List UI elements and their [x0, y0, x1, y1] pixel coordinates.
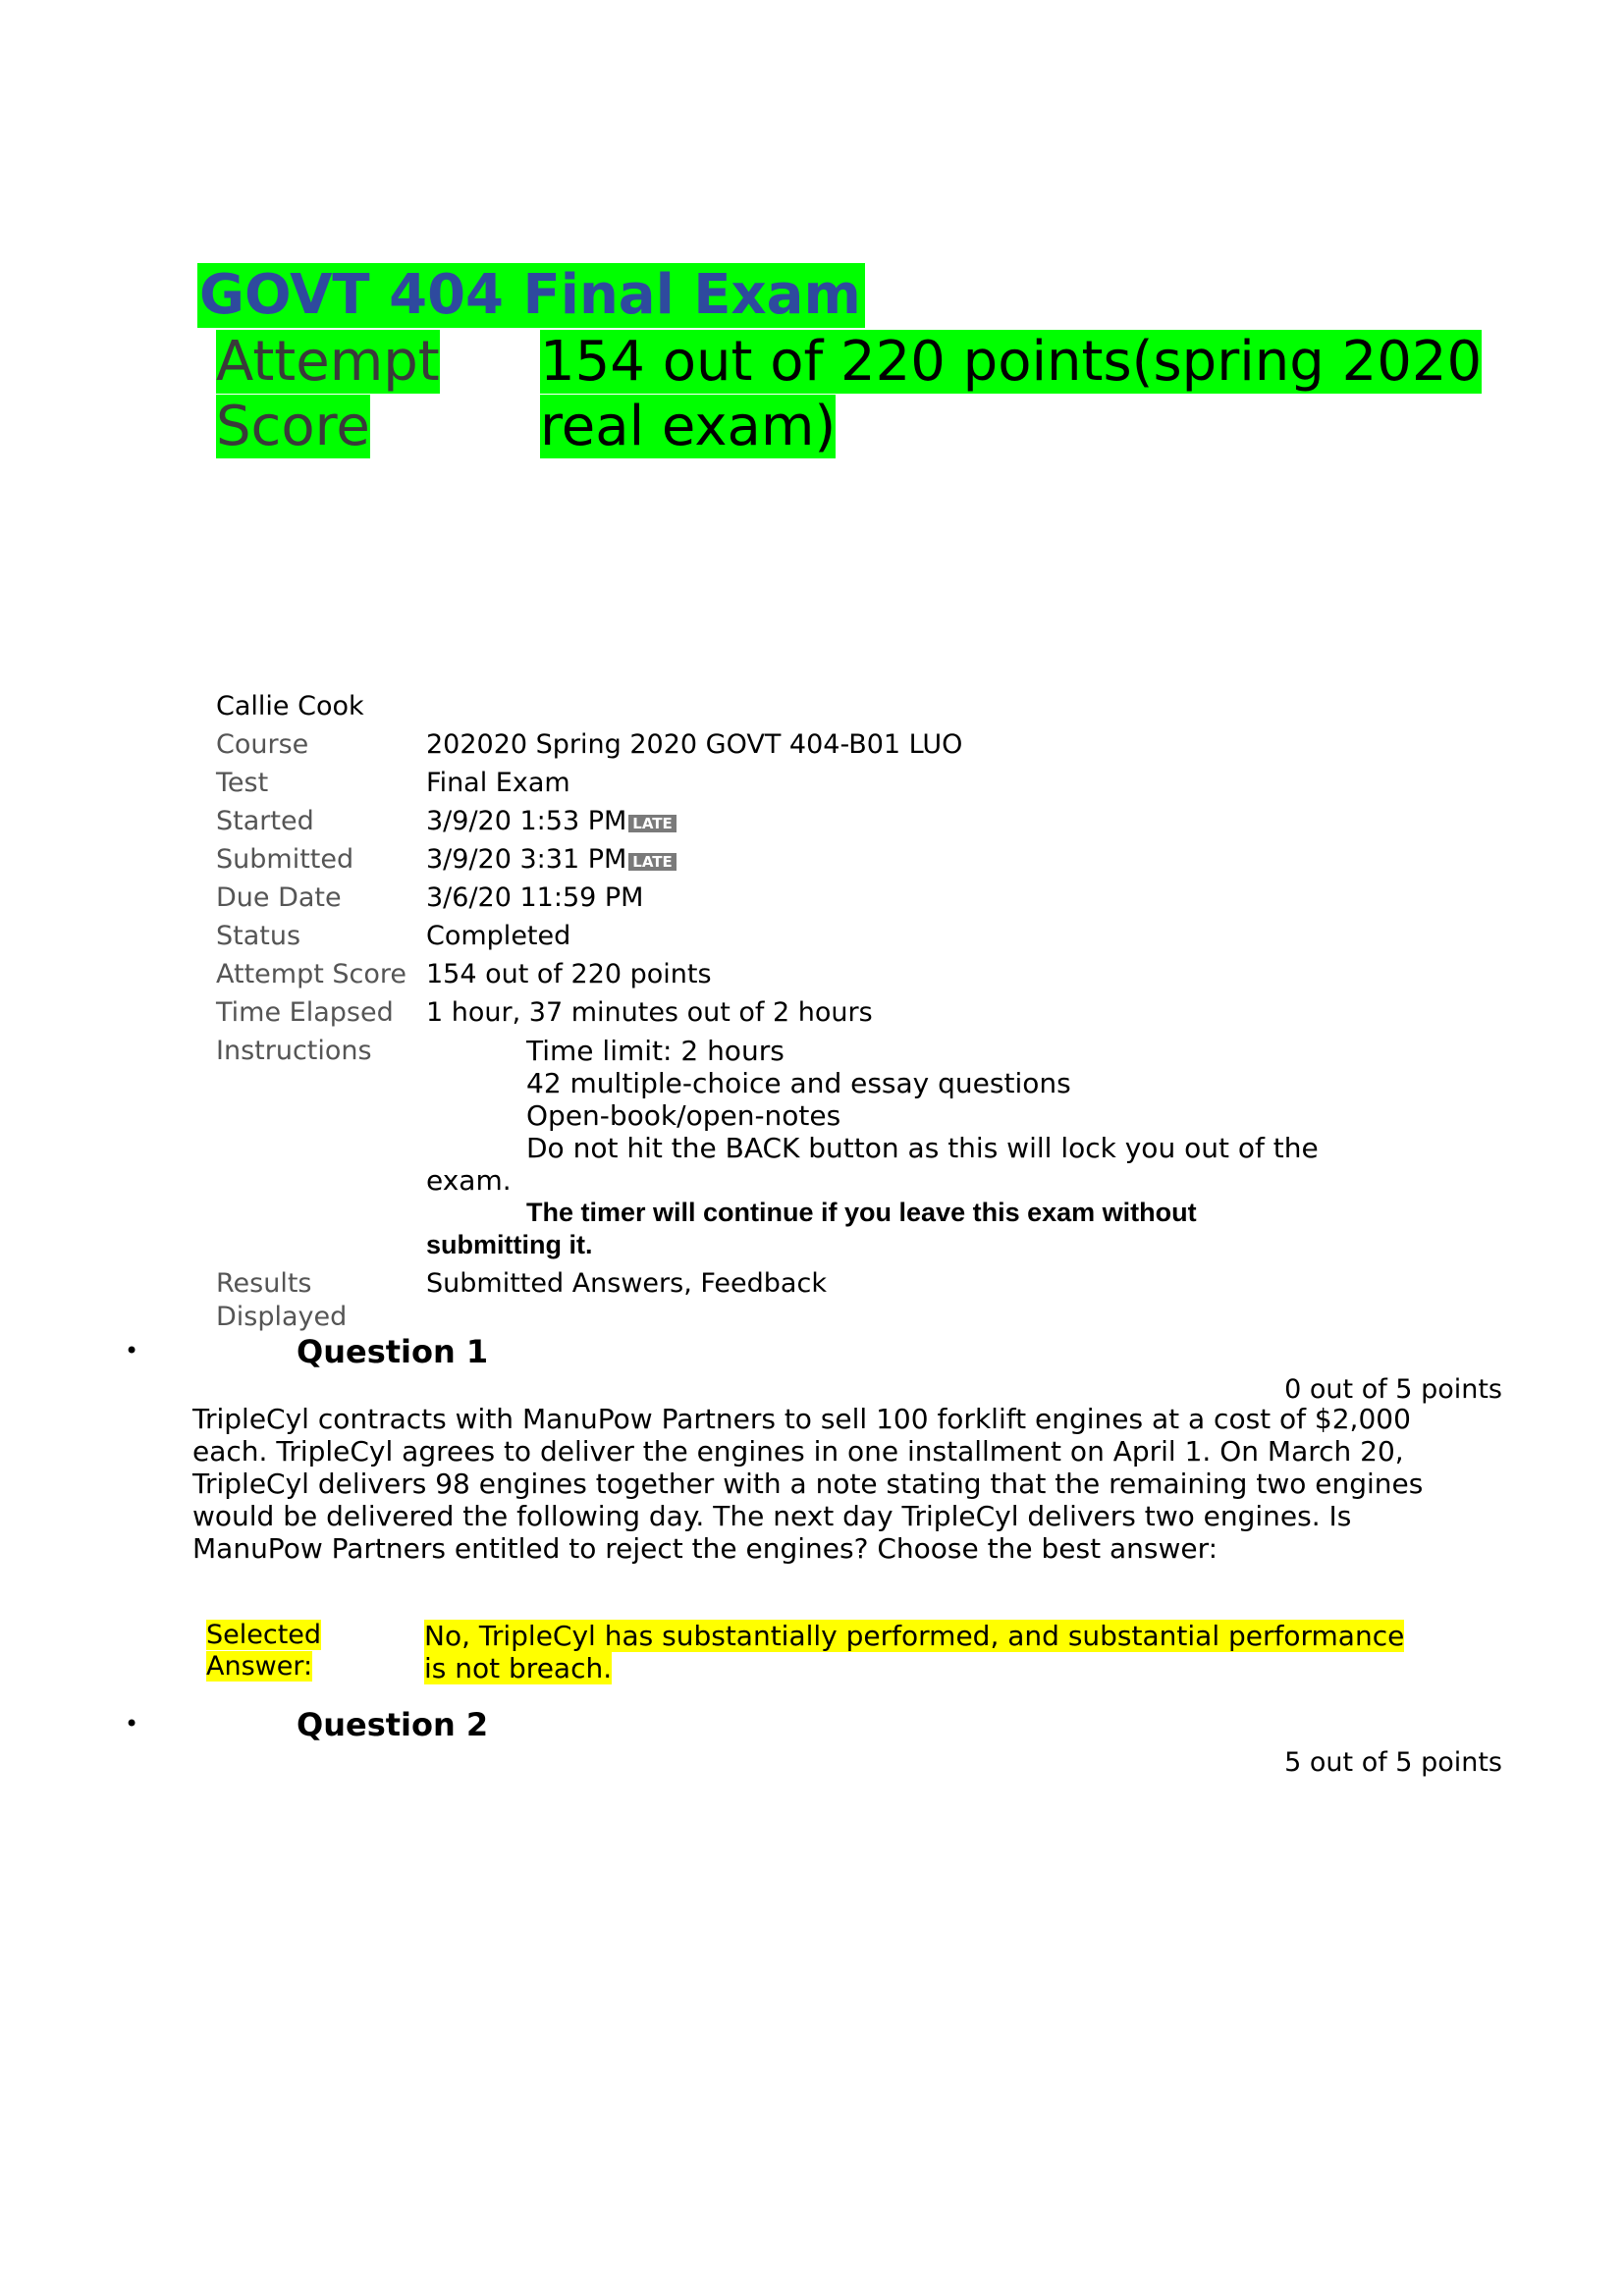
instructions-line: Open-book/open-notes — [526, 1099, 841, 1132]
question-points: 5 out of 5 points — [1284, 1747, 1502, 1778]
time-elapsed-value: 1 hour, 37 minutes out of 2 hours — [426, 997, 873, 1028]
student-name: Callie Cook — [216, 691, 364, 721]
test-value: Final Exam — [426, 768, 570, 798]
results-displayed-value: Submitted Answers, Feedback — [426, 1268, 827, 1299]
attempt-score-meta-label: Attempt Score — [216, 959, 407, 989]
instructions-warning: The timer will continue if you leave this exam without — [526, 1198, 1197, 1227]
selected-answer: No, TripleCyl has substantially performed, and substantial performance is not breach. — [424, 1620, 1405, 1684]
status-label: Status — [216, 921, 301, 951]
started-label: Started — [216, 806, 314, 836]
time-elapsed-label: Time Elapsed — [216, 997, 394, 1028]
attempt-score-label: Attempt Score — [216, 330, 440, 458]
page-title: GOVT 404 Final Exam — [197, 263, 865, 328]
selected-answer-label: Selected Answer: — [206, 1620, 322, 1682]
submitted-label: Submitted — [216, 844, 354, 875]
status-value: Completed — [426, 921, 571, 951]
instructions-label: Instructions — [216, 1036, 372, 1066]
late-badge: LATE — [628, 853, 676, 871]
attempt-score-meta-value: 154 out of 220 points — [426, 959, 712, 989]
course-value: 202020 Spring 2020 GOVT 404-B01 LUO — [426, 729, 963, 760]
attempt-score-value: 154 out of 220 points(spring 2020 real exam) — [540, 330, 1483, 458]
due-date-value: 3/6/20 11:59 PM — [426, 882, 644, 913]
instructions-line: Time limit: 2 hours — [526, 1035, 785, 1067]
instructions-warning: submitting it. — [426, 1230, 593, 1259]
late-badge: LATE — [628, 815, 676, 832]
question-title: Question 2 — [297, 1706, 489, 1743]
instructions-line: 42 multiple-choice and essay questions — [526, 1067, 1071, 1099]
test-label: Test — [216, 768, 269, 798]
question-points: 0 out of 5 points — [1284, 1374, 1502, 1405]
bullet-icon: • — [125, 1710, 139, 1737]
started-value: 3/9/20 1:53 PM LATE — [426, 802, 677, 840]
submitted-value: 3/9/20 3:31 PM LATE — [426, 840, 677, 879]
due-date-label: Due Date — [216, 882, 342, 913]
question-text: TripleCyl contracts with ManuPow Partners to sell 100 forklift engines at a cost of $2,000 each. TripleCyl agrees to deliver the engines in one installment on April 1. On March 20, TripleCyl delivers 98 engines together with a note stating that the remaining two engines would be delivered the following day. The next day TripleCyl delivers two engines. Is ManuPow Partners entitled to reject the engines? Choose the best answer: — [192, 1403, 1424, 1565]
question-title: Question 1 — [297, 1333, 489, 1370]
results-displayed-label: Results — [216, 1268, 312, 1299]
results-displayed-label: Displayed — [216, 1302, 348, 1332]
instructions-line: exam. — [426, 1164, 512, 1197]
course-label: Course — [216, 729, 309, 760]
instructions-line: Do not hit the BACK button as this will lock you out of the — [526, 1132, 1319, 1164]
bullet-icon: • — [125, 1337, 139, 1364]
